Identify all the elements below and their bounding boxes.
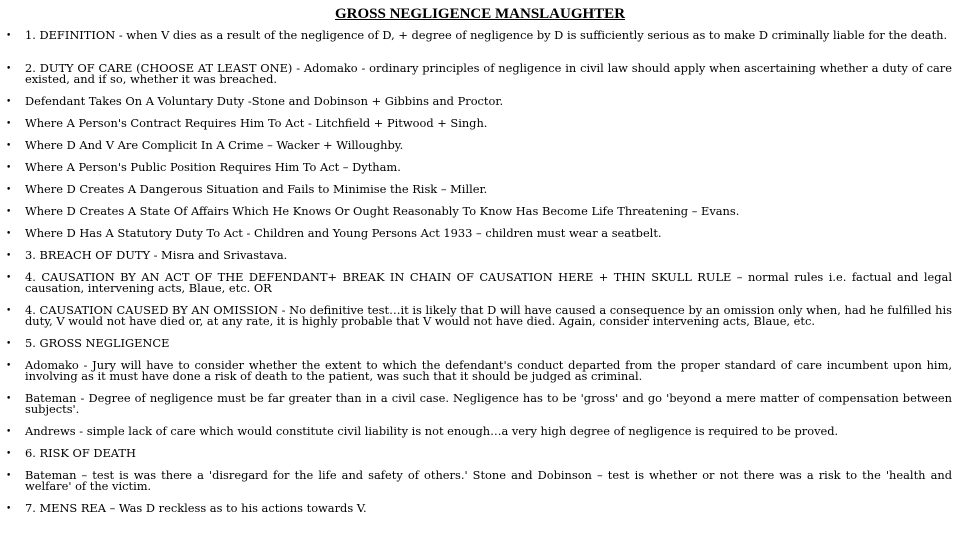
bullet-icon: • — [6, 163, 12, 173]
item-text: 1. DEFINITION - when V dies as a result of the negligence of D, + degree of negligence by D is sufficiently serious as to make D criminally liable for the death. — [25, 28, 948, 42]
item-text: 3. BREACH OF DUTY - Misra and Srivastava. — [25, 248, 288, 262]
list-item — [6, 206, 952, 228]
item-text: 2. DUTY OF CARE (CHOOSE AT LEAST ONE) - Adomako - ordinary principles of negligence in civil law should apply when ascertaining whether a duty of care existed, and if so, whether it was breached. — [25, 61, 952, 86]
bullet-icon: • — [6, 229, 12, 239]
bullet-icon: • — [6, 339, 12, 349]
bullet-icon: • — [6, 97, 12, 107]
list-item — [6, 118, 952, 140]
item-text: 4. CAUSATION BY AN ACT OF THE DEFENDANT+ BREAK IN CHAIN OF CAUSATION HERE + THIN SKULL RULE – normal rules i.e. factual and legal causation, intervening acts, Blaue, etc. OR — [25, 270, 952, 295]
item-text: Bateman - Degree of negligence must be far greater than in a civil case. Negligence has to be 'gross' and go 'beyond a mere matter of compensation between subjects'. — [25, 391, 952, 416]
item-text: 7. MENS REA – Was D reckless as to his actions towards V. — [25, 501, 367, 515]
bullet-icon: • — [6, 504, 12, 514]
list-item — [6, 305, 952, 338]
list-item — [6, 272, 952, 305]
list-item — [6, 140, 952, 162]
list-item — [6, 162, 952, 184]
page-title: GROSS NEGLIGENCE MANSLAUGHTER — [334, 6, 626, 22]
item-text: Where A Person's Contract Requires Him To Act - Litchfield + Pitwood + Singh. — [25, 116, 488, 130]
bullet-icon: • — [6, 141, 12, 151]
item-text: Andrews - simple lack of care which would constitute civil liability is not enough…a very high degree of negligence is required to be proved. — [25, 424, 839, 438]
bullet-icon: • — [6, 471, 12, 481]
list-item — [6, 470, 952, 503]
item-text: Where D And V Are Complicit In A Crime – Wacker + Willoughby. — [25, 138, 404, 152]
bullet-icon: • — [6, 64, 12, 74]
item-text: Where D Creates A State Of Affairs Which He Knows Or Ought Reasonably To Know Has Become Life Threatening – Evans. — [25, 204, 740, 218]
list-item — [6, 503, 952, 525]
list-item — [6, 63, 952, 96]
bullet-icon: • — [6, 394, 12, 404]
list-item — [6, 184, 952, 206]
bullet-list — [6, 30, 952, 525]
item-text: 5. GROSS NEGLIGENCE — [25, 336, 170, 350]
item-text: Where D Has A Statutory Duty To Act - Children and Young Persons Act 1933 – children must wear a seatbelt. — [25, 226, 662, 240]
bullet-icon: • — [6, 361, 12, 371]
item-text: 4. CAUSATION CAUSED BY AN OMISSION - No definitive test…it is likely that D will have caused a consequence by an omission only when, had he fulfilled his duty, V would not have died or, at any rate, it is highly probable that V would not have died. Again, consider intervening acts, Blaue, etc. — [25, 303, 952, 328]
bullet-icon: • — [6, 119, 12, 129]
list-item — [6, 338, 952, 360]
bullet-icon: • — [6, 449, 12, 459]
item-text: Where D Creates A Dangerous Situation and Fails to Minimise the Risk – Miller. — [25, 182, 488, 196]
list-item — [6, 448, 952, 470]
item-text: Defendant Takes On A Voluntary Duty -Stone and Dobinson + Gibbins and Proctor. — [25, 94, 504, 108]
list-item — [6, 250, 952, 272]
bullet-icon: • — [6, 185, 12, 195]
list-item — [6, 360, 952, 393]
bullet-icon: • — [6, 427, 12, 437]
list-item — [6, 426, 952, 448]
item-text: 6. RISK OF DEATH — [25, 446, 136, 460]
bullet-icon: • — [6, 251, 12, 261]
item-text: Bateman – test is was there a 'disregard for the life and safety of others.' Stone and Dobinson – test is whether or not there was a risk to the 'health and welfare' of the victim. — [25, 468, 952, 493]
list-item — [6, 96, 952, 118]
bullet-icon: • — [6, 273, 12, 283]
item-text: Where A Person's Public Position Requires Him To Act – Dytham. — [25, 160, 401, 174]
item-text: Adomako - Jury will have to consider whether the extent to which the defendant's conduct departed from the proper standard of care incumbent upon him, involving as it must have done a risk of death to the patient, was such that it should be judged as criminal. — [25, 358, 952, 383]
list-item — [6, 393, 952, 426]
bullet-icon: • — [6, 207, 12, 217]
list-item — [6, 228, 952, 250]
list-item — [6, 30, 952, 63]
bullet-icon: • — [6, 31, 12, 41]
bullet-icon: • — [6, 306, 12, 316]
